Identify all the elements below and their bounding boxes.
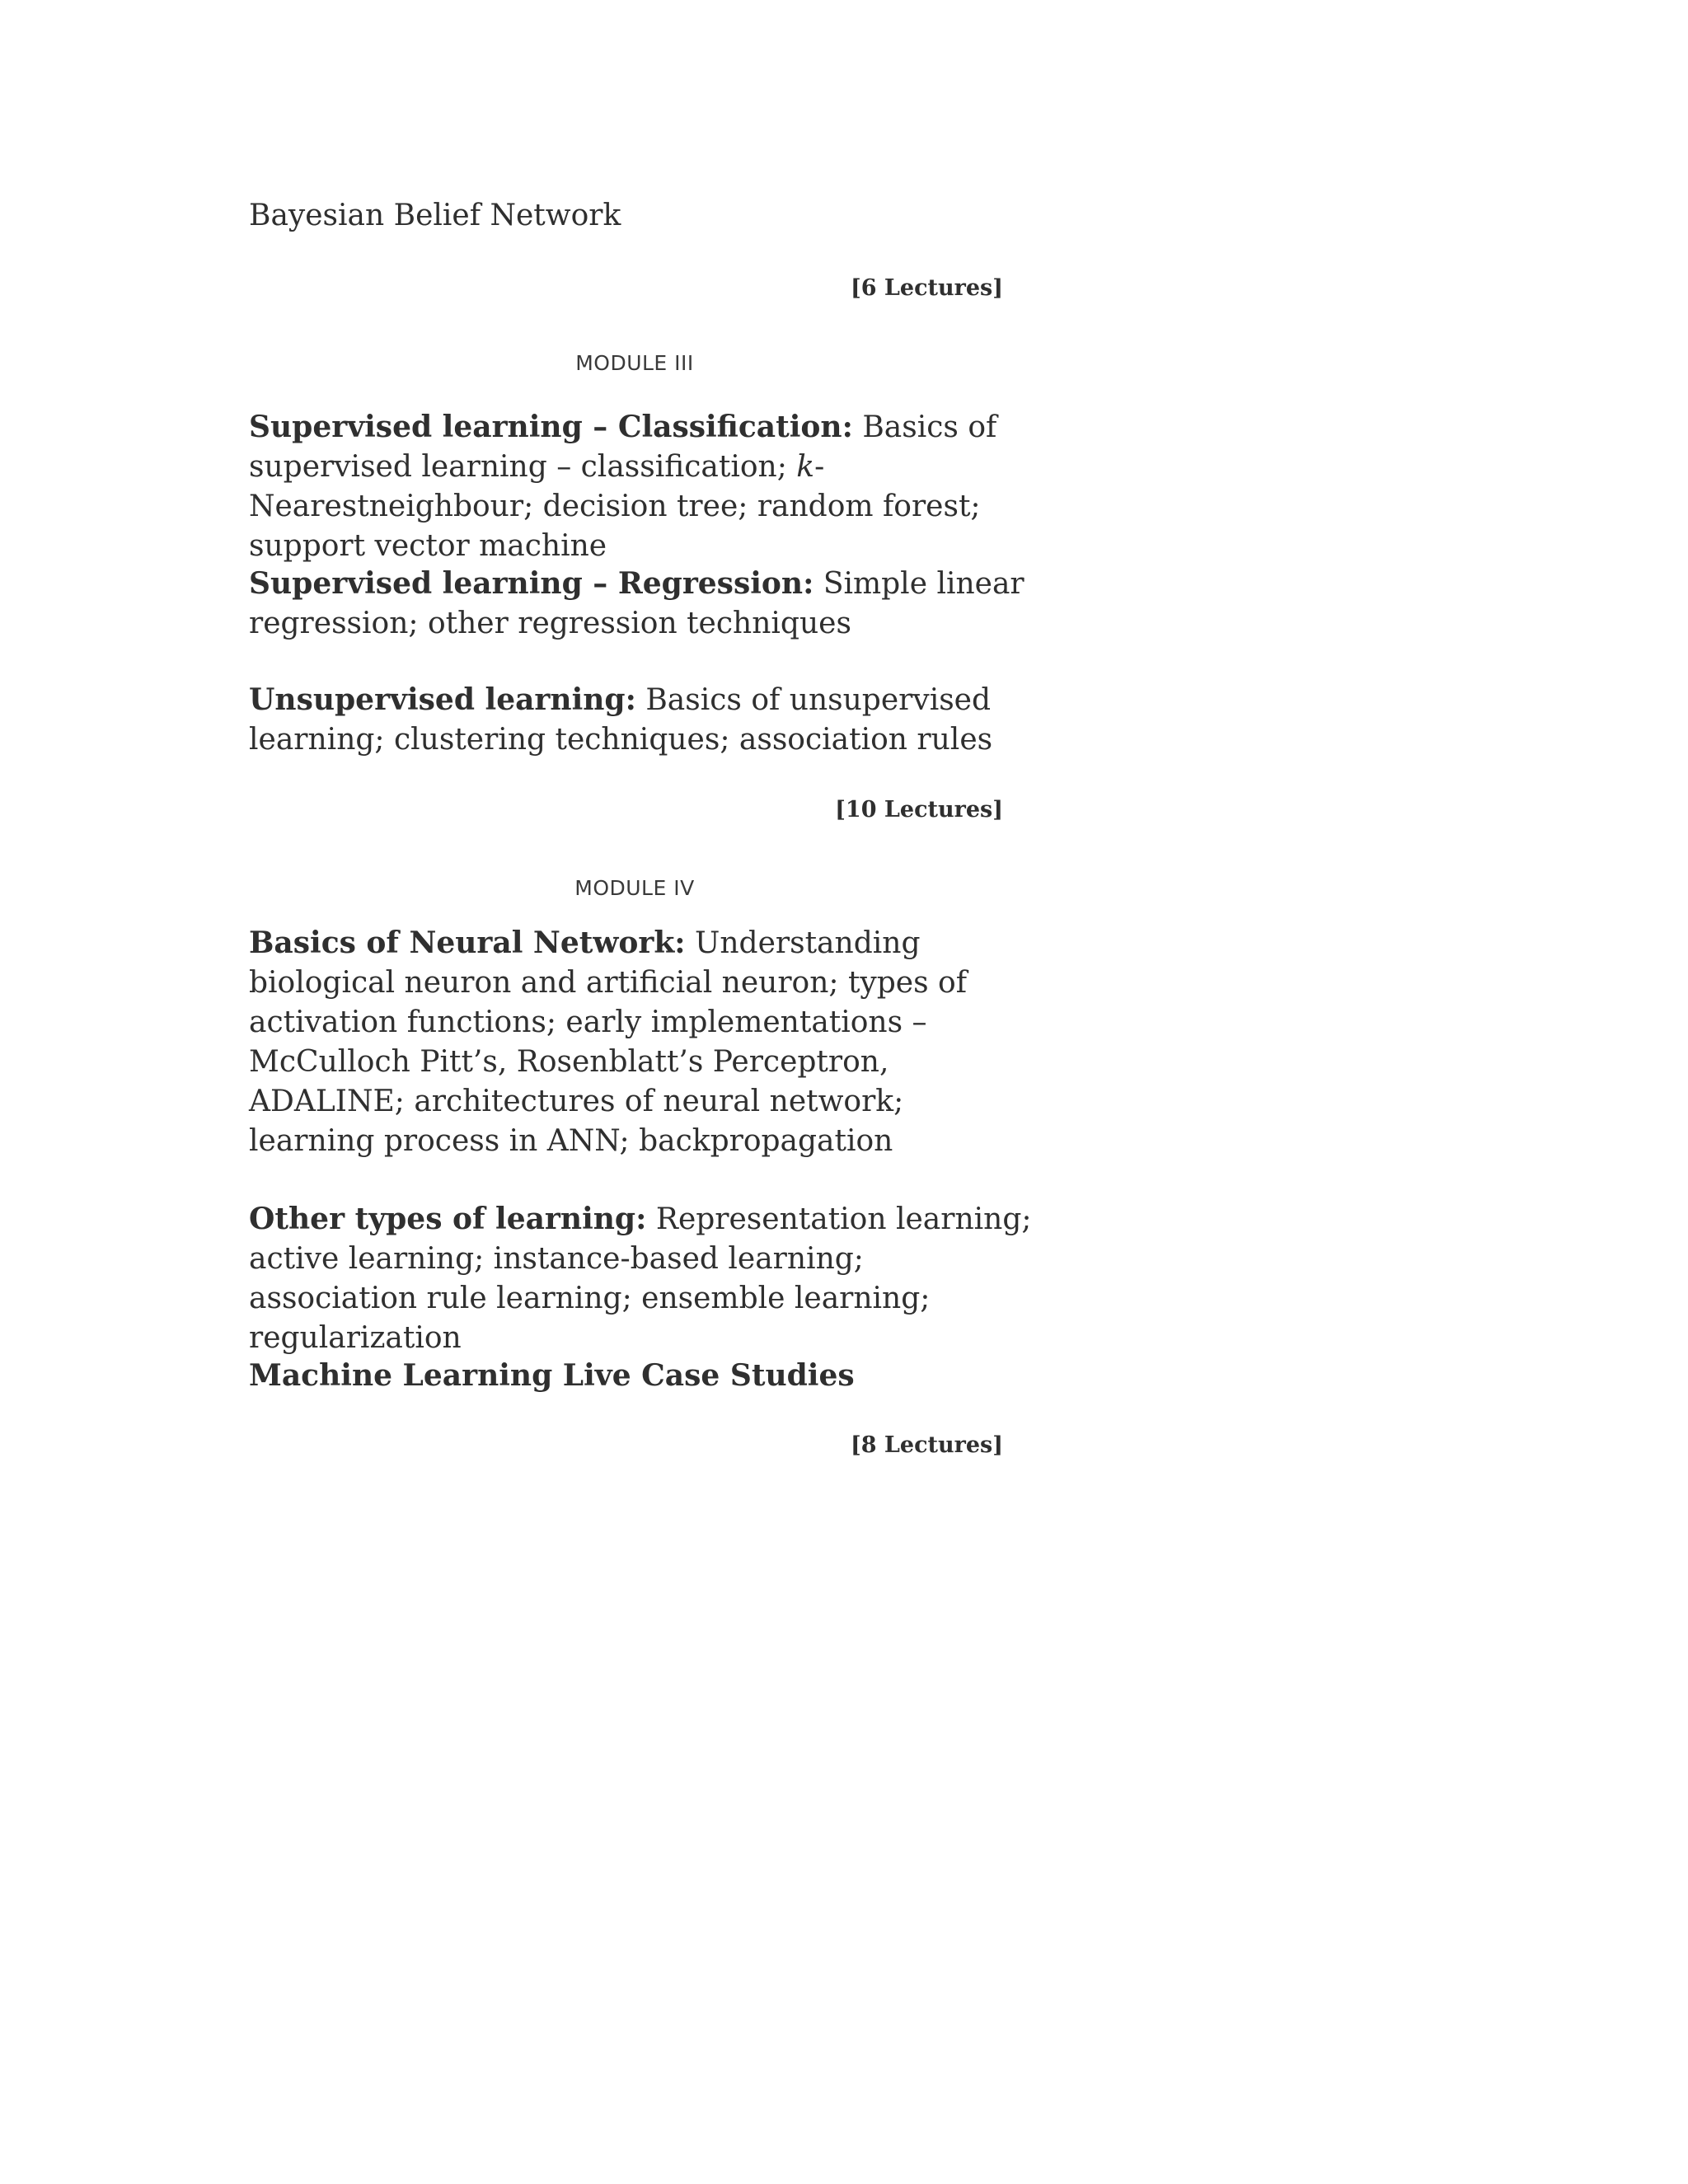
other-learning-heading: Other types of learning: <box>249 1202 647 1236</box>
intro-topic: Bayesian Belief Network <box>249 199 621 232</box>
lecture-count-module-ii: [6 Lectures] <box>850 275 1003 301</box>
classification-heading: Supervised learning – Classification: <box>249 410 853 444</box>
neural-network-section <box>249 923 1032 1161</box>
regression-section <box>249 564 1032 644</box>
neural-network-heading: Basics of Neural Network: <box>249 926 686 960</box>
lecture-count-module-iv: [8 Lectures] <box>850 1432 1003 1458</box>
other-learning-text: Representation learning; active learning; instance-based learning; association rule learning; ensemble learning; regularization <box>249 1202 1032 1355</box>
unsupervised-text: Basics of unsupervised learning; clustering techniques; association rules <box>249 683 993 757</box>
unsupervised-section <box>249 680 1032 760</box>
k-variable: k <box>796 450 815 484</box>
regression-text: Simple linear regression; other regression techniques <box>249 567 1025 640</box>
classification-section <box>249 407 1032 566</box>
classification-text-part2: -Nearestneighbour; decision tree; random forest; support vector machine <box>249 450 981 563</box>
unsupervised-heading: Unsupervised learning: <box>249 682 636 717</box>
lecture-count-module-iii: [10 Lectures] <box>835 797 1003 823</box>
module-iv-heading: MODULE IV <box>574 876 695 900</box>
other-learning-section <box>249 1199 1032 1358</box>
classification-text-part1: Basics of supervised learning – classification; <box>249 410 997 484</box>
regression-heading: Supervised learning – Regression: <box>249 566 814 601</box>
case-studies-heading: Machine Learning Live Case Studies <box>249 1358 855 1393</box>
module-iii-heading: MODULE III <box>575 351 694 375</box>
neural-network-text: Understanding biological neuron and artificial neuron; types of activation functions; early implementations – McCulloch Pitt’s, Rosenblatt’s Perceptron, ADALINE; architectures of neural network; learning process in ANN; backpropagation <box>249 926 968 1158</box>
